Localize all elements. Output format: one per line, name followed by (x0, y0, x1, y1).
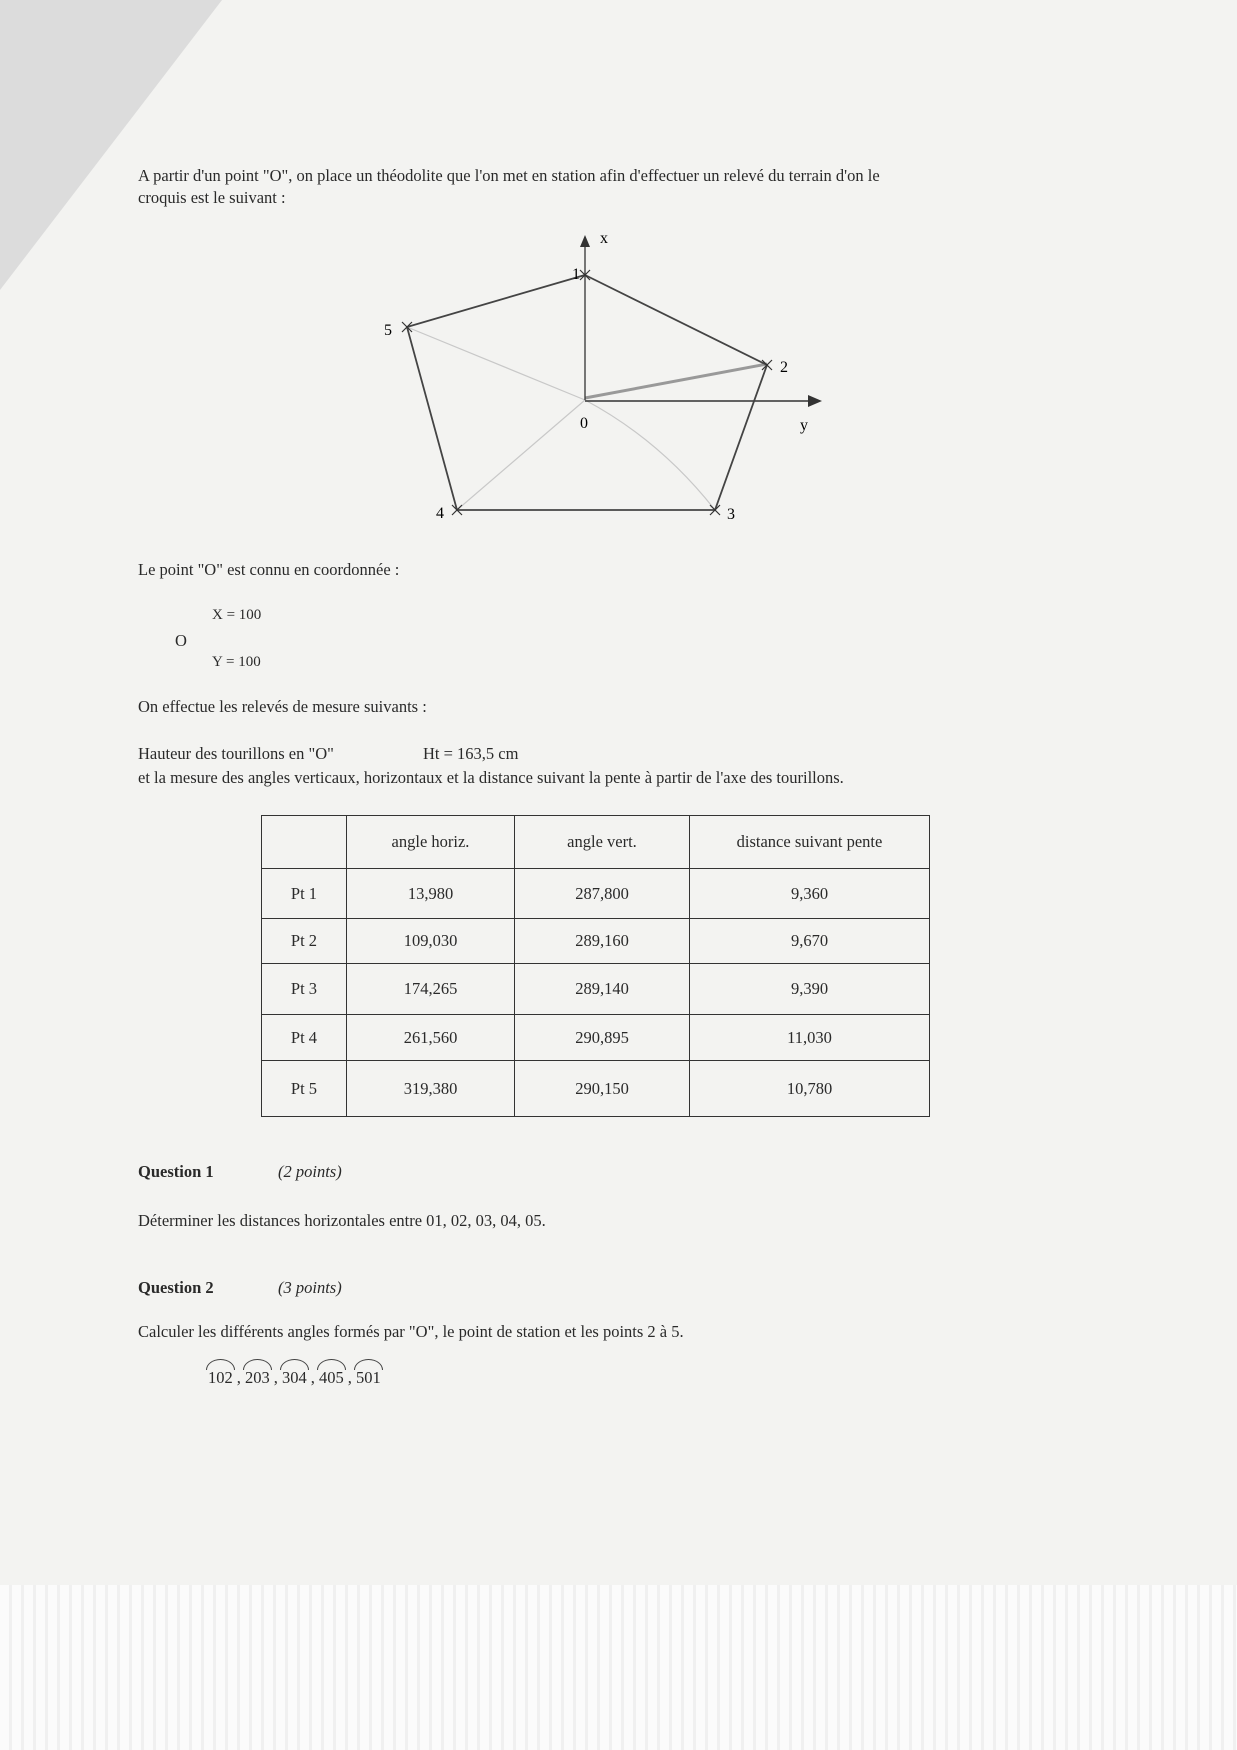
angle-203: 203 (245, 1368, 270, 1387)
angle-list: 102 , 203 , 304 , 405 , 501 (208, 1368, 381, 1387)
y-axis-arrow-icon (808, 395, 822, 407)
cell: Pt 5 (262, 1061, 347, 1117)
measures-line: et la mesure des angles verticaux, horizontaux et la distance suivant la pente à partir de l'axe des tourillons. (138, 768, 844, 787)
sight-line-4 (457, 400, 585, 510)
cell: 289,140 (515, 964, 690, 1015)
measures-intro: On effectue les relevés de mesure suivants : (138, 697, 427, 716)
cell: 109,030 (347, 919, 515, 964)
point-label-1: 1 (572, 266, 580, 283)
cell: 10,780 (690, 1061, 930, 1117)
cell: 174,265 (347, 964, 515, 1015)
sight-line-2 (585, 364, 767, 398)
question-2-title: Question 2 (138, 1278, 214, 1297)
cell: 261,560 (347, 1015, 515, 1061)
question-2-points: (3 points) (278, 1278, 342, 1297)
point-label-4: 4 (436, 505, 444, 522)
cell: Pt 4 (262, 1015, 347, 1061)
table-row (262, 919, 930, 964)
header-cell (262, 816, 347, 869)
table-header-row (262, 816, 930, 869)
sight-line-3 (585, 400, 715, 510)
cell: 13,980 (347, 869, 515, 919)
measurements-table (261, 815, 930, 1117)
cell: 11,030 (690, 1015, 930, 1061)
intro-line-2: croquis est le suivant : (138, 188, 286, 207)
angle-304: 304 (282, 1368, 307, 1387)
scan-margin (0, 1585, 1237, 1750)
sight-line-5 (407, 327, 585, 400)
question-1-title: Question 1 (138, 1162, 214, 1181)
coords-point: O (175, 631, 187, 650)
point-label-3: 3 (727, 506, 735, 523)
coords-y: Y = 100 (212, 654, 261, 670)
header-cell: angle horiz. (347, 816, 515, 869)
parcel-outline (407, 275, 767, 510)
cell: 9,670 (690, 919, 930, 964)
cell: 290,895 (515, 1015, 690, 1061)
intro-line-1: A partir d'un point "O", on place un théodolite que l'on met en station afin d'effectuer un relevé du terrain d'on le (138, 166, 880, 185)
cell: 9,390 (690, 964, 930, 1015)
question-1-points: (2 points) (278, 1162, 342, 1181)
coords-intro: Le point "O" est connu en coordonnée : (138, 560, 400, 579)
angle-405: 405 (319, 1368, 344, 1387)
table-row (262, 1061, 930, 1117)
angle-501: 501 (356, 1368, 381, 1387)
table-row (262, 869, 930, 919)
x-axis-arrow-icon (580, 235, 590, 247)
header-cell: angle vert. (515, 816, 690, 869)
table-row (262, 1015, 930, 1061)
angle-102: 102 (208, 1368, 233, 1387)
origin-label: 0 (580, 415, 588, 432)
cell: 9,360 (690, 869, 930, 919)
cell: 289,160 (515, 919, 690, 964)
table-row (262, 964, 930, 1015)
axis-x-label: x (600, 230, 608, 247)
height-label: Hauteur des tourillons en "O" (138, 744, 334, 763)
cell: 319,380 (347, 1061, 515, 1117)
cell: 287,800 (515, 869, 690, 919)
question-2-text: Calculer les différents angles formés par "O", le point de station et les points 2 à 5. (138, 1322, 684, 1341)
survey-sketch (0, 0, 1237, 560)
axis-y-label: y (800, 417, 808, 434)
height-value: Ht = 163,5 cm (423, 744, 519, 763)
question-1-text: Déterminer les distances horizontales entre 01, 02, 03, 04, 05. (138, 1211, 546, 1230)
header-cell: distance suivant pente (690, 816, 930, 869)
cell: 290,150 (515, 1061, 690, 1117)
point-label-5: 5 (384, 322, 392, 339)
cell: Pt 3 (262, 964, 347, 1015)
point-label-2: 2 (780, 359, 788, 376)
cell: Pt 1 (262, 869, 347, 919)
coords-x: X = 100 (212, 607, 262, 623)
cell: Pt 2 (262, 919, 347, 964)
